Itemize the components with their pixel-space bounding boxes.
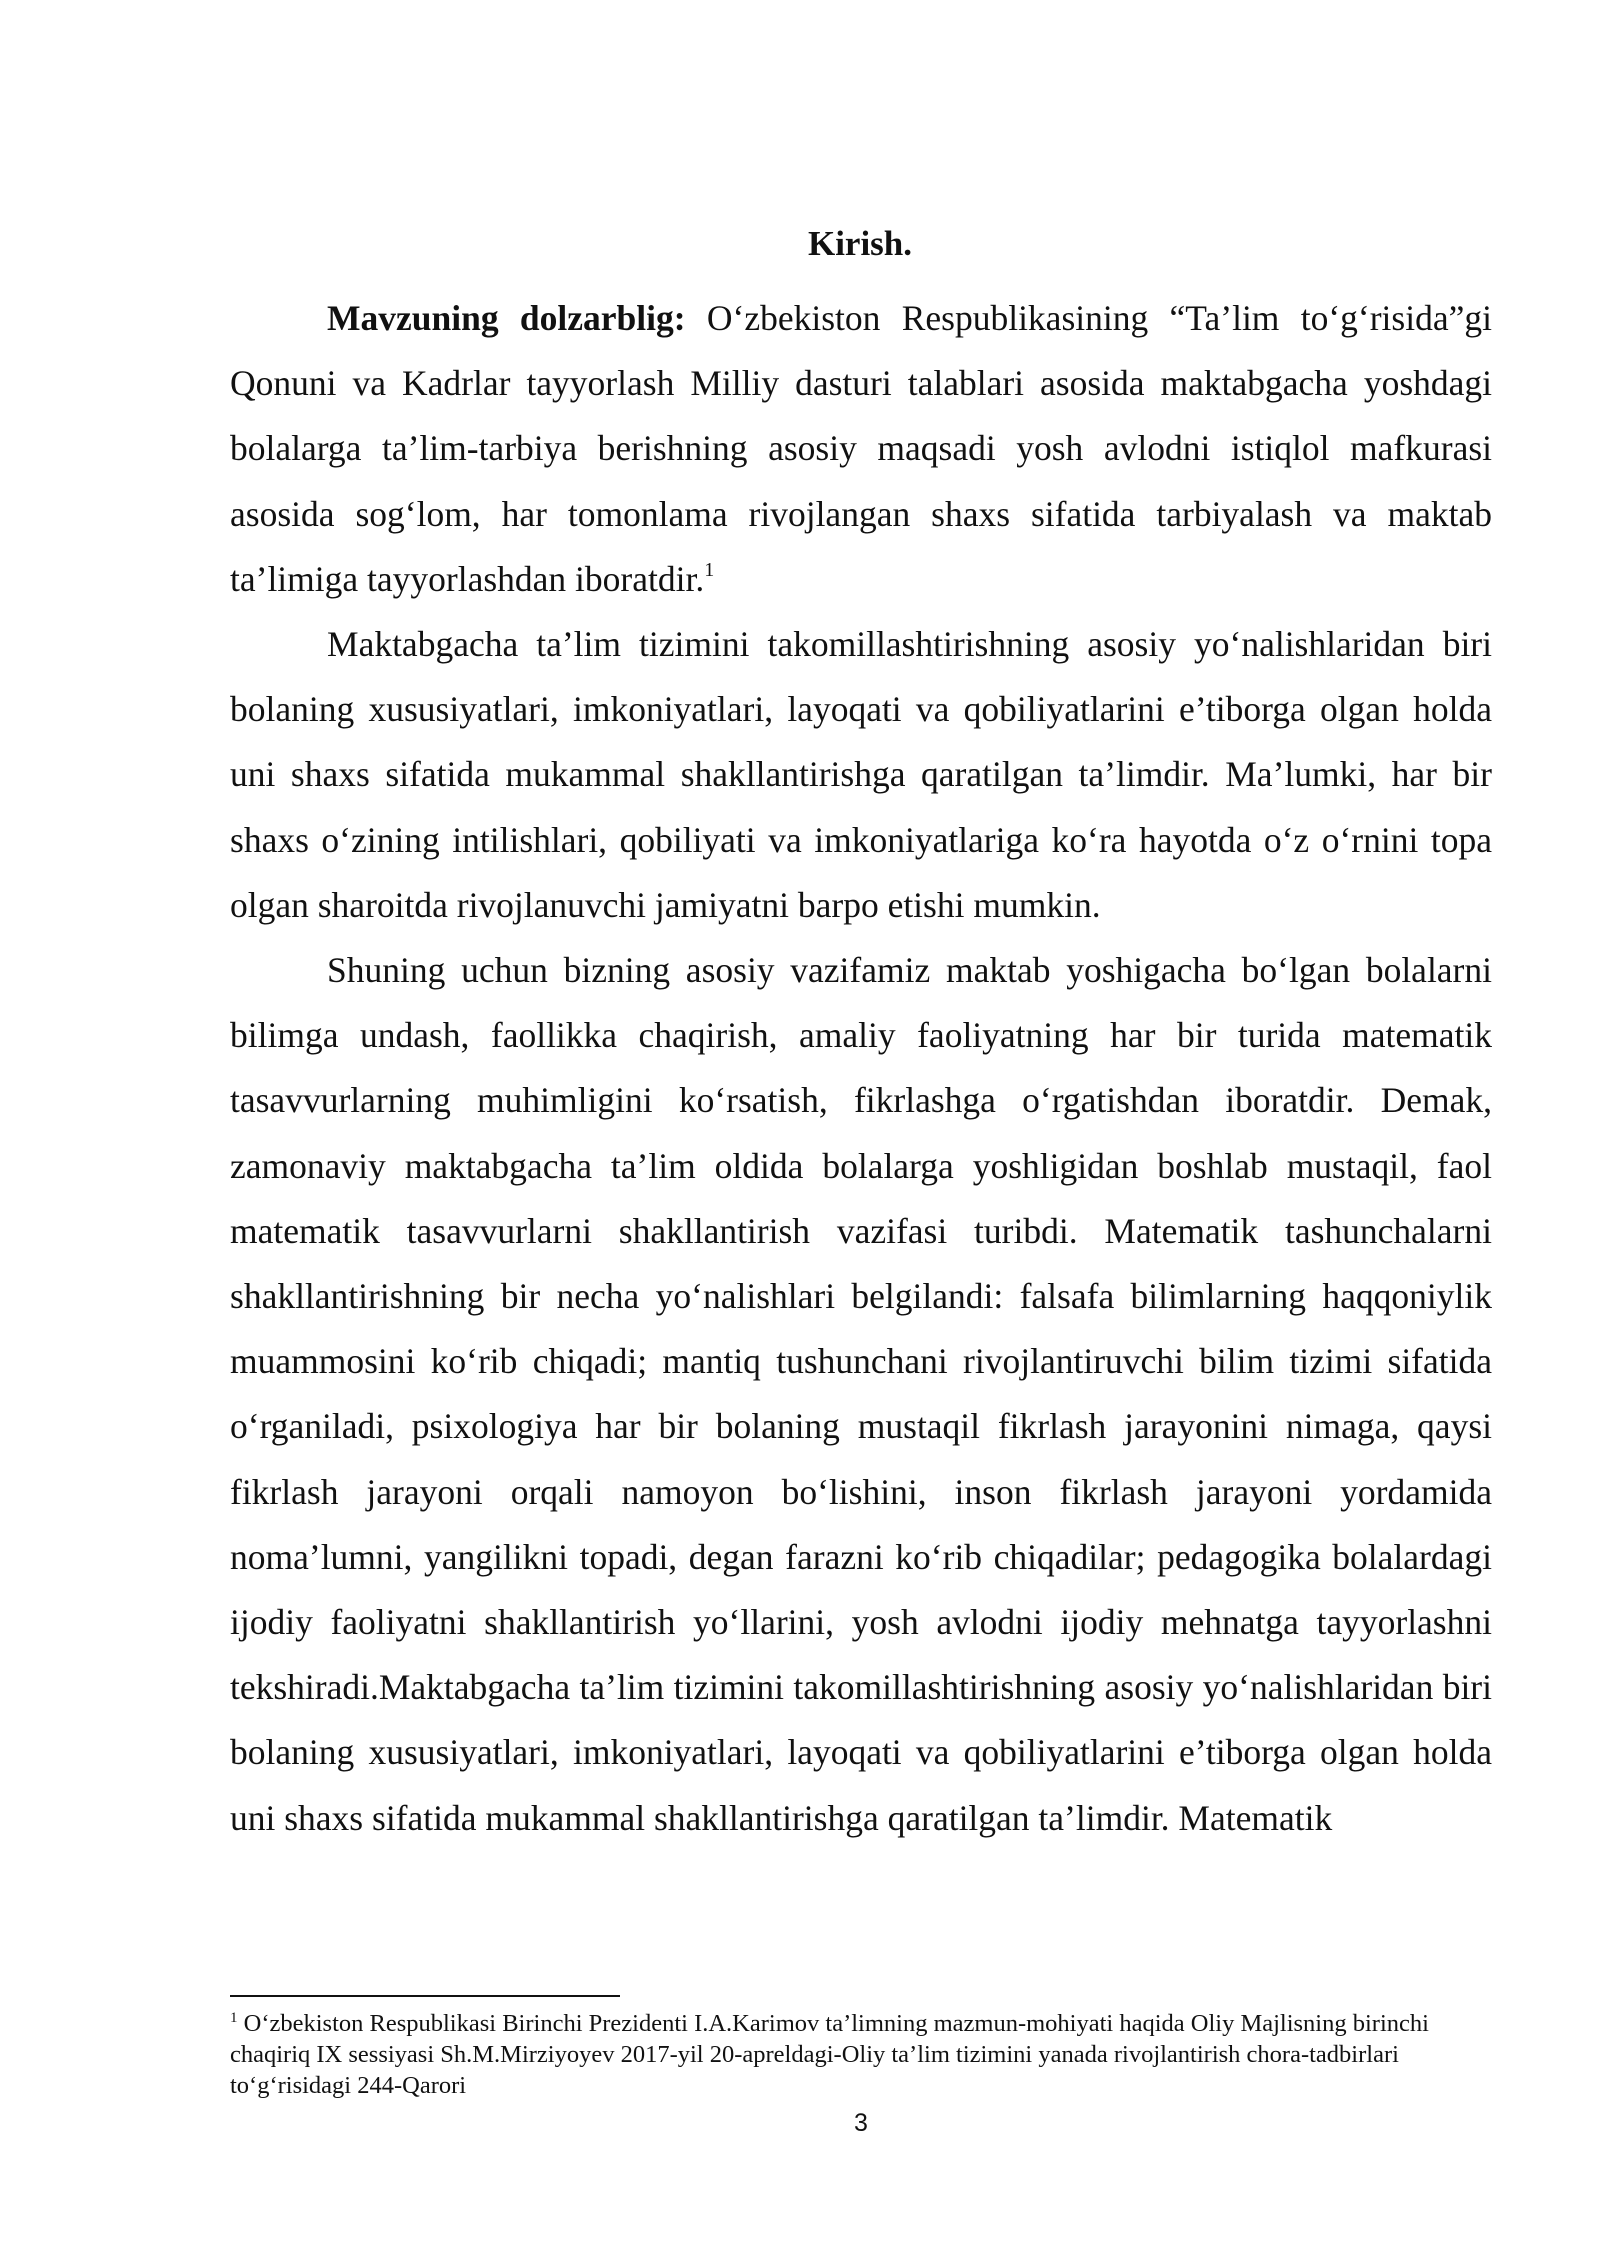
page-heading: Kirish.: [807, 224, 913, 263]
footnote: [230, 2008, 1492, 2101]
paragraph-main-task: Shuning uchun bizning asosiy vazifamiz maktab yoshigacha bo‘lgan bolalarni bilimga undash, faollikka chaqirish, amaliy faoliyatning har bir turida matematik tasavvurlarning muhimligini ko‘rsatish, fikrlashga o‘rgatishdan iboratdir. Demak, zamonaviy maktabgacha ta’lim oldida bolalarga yoshligidan boshlab mustaqil, faol matematik tasavvurlarni shakllantirish vazifasi turibdi. Matematik tashunchalarni shakllantirishning bir necha yo‘nalishlari belgilandi: falsafa bilimlarning haqqoniylik muammosini ko‘rib chiqadi; mantiq tushunchani rivojlantiruvchi bilim tizimi sifatida o‘rganiladi, psixologiya har bir bolaning mustaqil fikrlash jarayonini nimaga, qaysi fikrlash jarayoni orqali namoyon bo‘lishini, inson fikrlash jarayoni yordamida noma’lumni, yangilikni topadi, degan farazni ko‘rib chiqadilar; pedagogika bolalardagi ijodiy faoliyatni shakllantirish yo‘llarini, yosh avlodni ijodiy mehnatga tayyorlashni tekshiradi.Maktabgacha ta’lim tizimini takomillashtirishning asosiy yo‘nalishlaridan biri bolaning xususiyatlari, imkoniyatlari, layoqati va qobiliyatlarini e’tiborga olgan holda uni shaxs sifatida mukammal shakllantirishga qaratilgan ta’limdir. Matematik: [230, 950, 1492, 1838]
paragraph-relevance: [230, 286, 1492, 612]
paragraph-preschool-system: Maktabgacha ta’lim tizimini takomillashtirishning asosiy yo‘nalishlaridan biri bolaning xususiyatlari, imkoniyatlari, layoqati va qobiliyatlarini e’tiborga olgan holda uni shaxs sifatida mukammal shakllantirishga qaratilgan ta’limdir. Ma’lumki, har bir shaxs o‘zining intilishlari, qobiliyati va imkoniyatlariga ko‘ra hayotda o‘z o‘rnini topa olgan sharoitda rivojlanuvchi jamiyatni barpo etishi mumkin.: [230, 624, 1492, 925]
footnote-number: 1: [230, 2009, 238, 2026]
footnote-separator: [230, 1995, 620, 1997]
paragraph-lead: Mavzuning dolzarblig:: [327, 298, 686, 338]
footnote-text: O‘zbekiston Respublikasi Birinchi Prezidenti I.A.Karimov ta’limning mazmun-mohiyati haqida Oliy Majlisning birinchi chaqiriq IX sessiyasi Sh.M.Mirziyoyev 2017-yil 20-apreldagi-Oliy ta’lim tizimini yanada rivojlantirish chora-tadbirlari to‘g‘risidagi 244-Qarori: [230, 2010, 1429, 2099]
body-text: [230, 286, 1492, 1851]
paragraph-text: O‘zbekiston Respublikasining “Ta’lim to‘g‘risida”gi Qonuni va Kadrlar tayyorlash Milliy dasturi talablari asosida maktabgacha yoshdagi bolalarga ta’lim-tarbiya berishning asosiy maqsadi yosh avlodni istiqlol mafkurasi asosida sog‘lom, har tomonlama rivojlangan shaxs sifatida tarbiyalash va maktab ta’limiga tayyorlashdan iboratdir.: [230, 298, 1492, 599]
footnote-reference[interactable]: 1: [704, 558, 715, 581]
page-number: 3: [854, 2109, 868, 2137]
